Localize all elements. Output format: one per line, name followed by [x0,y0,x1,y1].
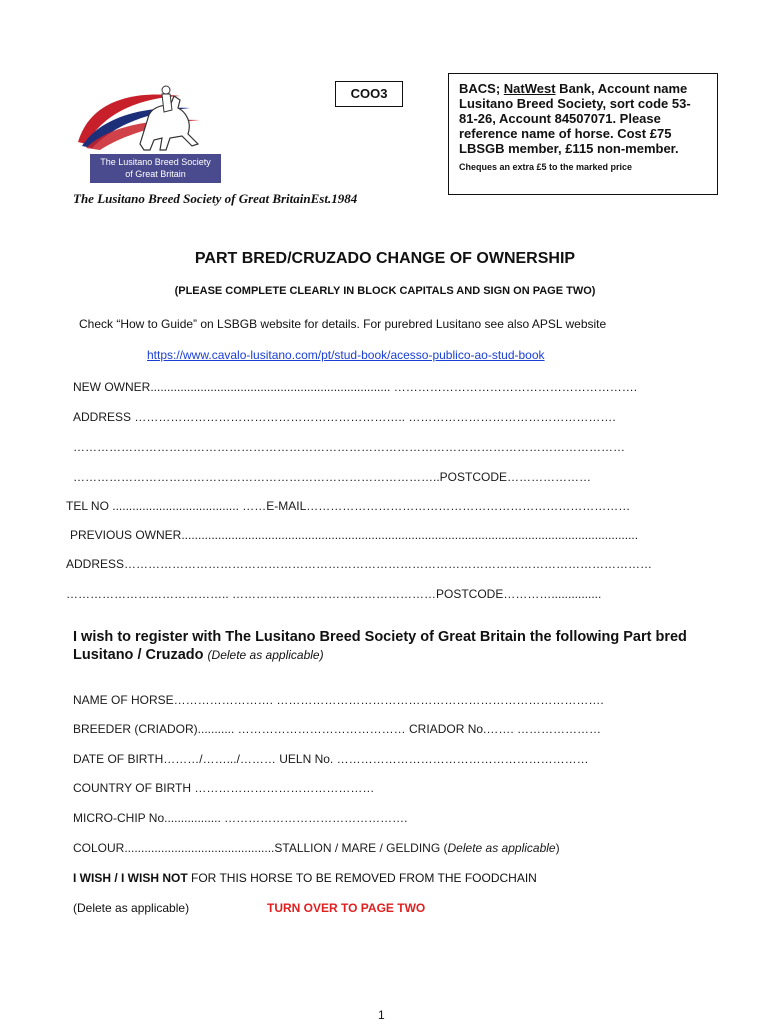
instructions-text: Check “How to Guide” on LSBGB website for details. For purebred Lusitano see also APSL website [79,317,607,331]
colour-suffix: ) [555,841,560,855]
horse-rider-logo-icon [70,82,230,158]
registration-text: I wish to register with The Lusitano Breed Society of Great Britain the following Part bred Lusitano / Cruzado [73,629,687,663]
logo-plate [90,154,221,183]
apsl-stud-book-link[interactable]: https://www.cavalo-lusitano.com/pt/stud-book/acesso-publico-ao-stud-book [147,348,545,362]
tel-email-field[interactable]: TEL NO ...................................... ……E-MAIL……………………………………………………………………… [66,499,631,513]
country-of-birth-field[interactable]: COUNTRY OF BIRTH ……………………………………… [73,781,375,795]
society-logo [70,82,230,186]
bank-name: NatWest [503,81,556,96]
registration-delete-note: (Delete as applicable) [207,648,324,662]
turn-over-notice: TURN OVER TO PAGE TWO [267,901,426,915]
microchip-field[interactable]: MICRO-CHIP No................. ………………………………………. [73,811,408,825]
form-subtitle: (PLEASE COMPLETE CLEARLY IN BLOCK CAPITALS AND SIGN ON PAGE TWO) [174,285,596,297]
payment-info-box [448,73,718,195]
previous-owner-field[interactable]: PREVIOUS OWNER......................................................................................................................................... [70,528,639,542]
address-field-1[interactable]: ADDRESS ………………………………………………………….. ……………………………………………. [73,410,616,424]
colour-prefix: COLOUR.............................................STALLION / MARE / GELDING ( [73,841,448,855]
bacs-details: Bank, Account name Lusitano Breed Society, sort code 53-81-26, Account 84507071. Please reference name of horse. Cost £75 LBSGB member, £115 non-member. [459,81,691,156]
society-established: The Lusitano Breed Society of Great BritainEst.1984 [73,191,358,206]
registration-statement [73,628,713,664]
address-postcode-field[interactable]: ………………………………………………………………………………..POSTCODE………………… [73,470,592,484]
address-field-2[interactable]: ………………………………………………………………………………………………………………………… [73,440,625,454]
logo-text-line2: of Great Britain [125,169,186,179]
cheque-note: Cheques an extra £5 to the marked price [459,162,633,172]
foodchain-choice[interactable]: I WISH / I WISH NOT [73,871,188,885]
previous-address-field-1[interactable]: ADDRESS…………………………………………………………………………………………………………………… [66,557,653,571]
horse-name-field[interactable]: NAME OF HORSE……………………. ………………………………………………………………………. [73,693,604,707]
breeder-field[interactable]: BREEDER (CRIADOR)........... …………………………………… CRIADOR No.……. ………………… [73,722,602,736]
form-title: PART BRED/CRUZADO CHANGE OF OWNERSHIP [194,250,576,267]
delete-applicable-note: (Delete as applicable) [73,901,190,915]
date-of-birth-field[interactable]: DATE OF BIRTH………/…….../……… UELN No. ……………………………………………………… [73,752,589,766]
bacs-prefix: BACS; [459,81,504,96]
new-owner-field[interactable]: NEW OWNER........................................................................ ……………………………………………………. [73,380,638,394]
colour-sex-field[interactable] [73,841,560,855]
foodchain-text: FOR THIS HORSE TO BE REMOVED FROM THE FOODCHAIN [187,871,537,885]
foodchain-statement [73,871,537,885]
page-number: 1 [378,1008,385,1022]
colour-delete-note: Delete as applicable [447,841,556,855]
form-code-box: COO3 [335,81,403,107]
previous-address-postcode-field[interactable]: ………………………………….. ……………………………………………POSTCODE…………............... [66,587,602,601]
logo-text-line1: The Lusitano Breed Society [100,157,211,167]
